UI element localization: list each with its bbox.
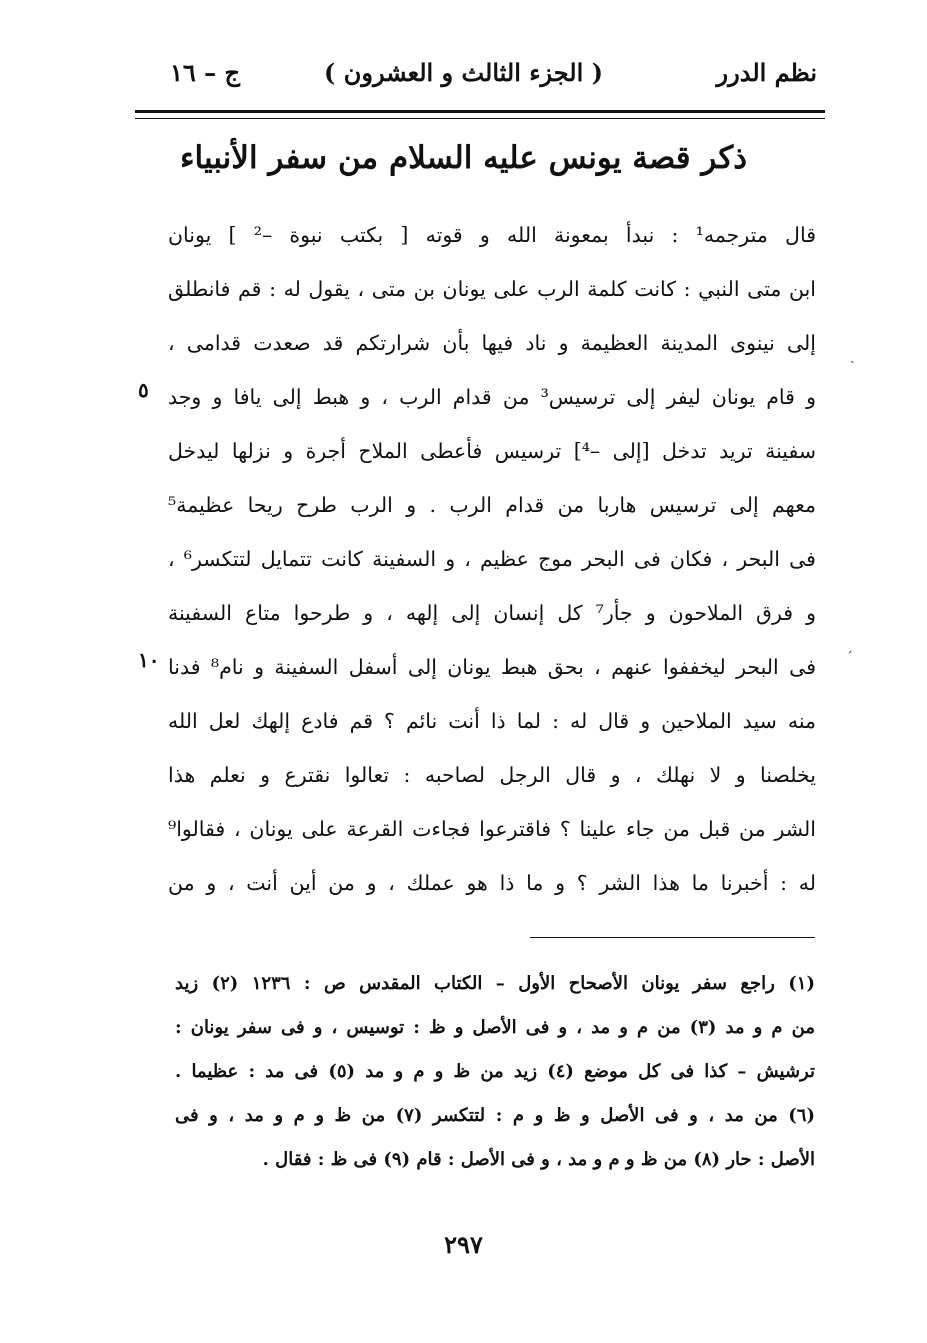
line-number-5: ٥ [138, 378, 149, 402]
running-head-volume: ج – ١٦ [170, 58, 240, 87]
text-line: منه سيد الملاحين و قال له : لما ذا أنت نائم ؟ قم فادع إلهك لعل الله [168, 709, 816, 733]
header-rule-thin [135, 118, 825, 119]
line-number-10: ١٠ [138, 648, 160, 672]
running-head-book: نظم الدرر [716, 58, 817, 87]
section-title: ذكر قصة يونس عليه السلام من سفر الأنبياء [179, 140, 748, 176]
footnote-line: (١) راجع سفر يونان الأصحاح الأول – الكتاب المقدس ص : ١٢٣٦ (٢) زيد [175, 973, 815, 994]
text-line: قال مترجمه¹ : نبدأ بمعونة الله و قوته [ بكتب نبوة –² ] يونان [168, 223, 816, 247]
header-rule-thick [135, 110, 825, 113]
page-number: ٢٩٧ [444, 1230, 483, 1259]
text-line: معهم إلى ترسيس هاربا من قدام الرب . و الرب طرح ريحا عظيمة⁵ [168, 493, 816, 517]
footnotes [175, 962, 815, 1182]
footnote-line: (٦) من مد ، و فى الأصل و ظ و م : لتتكسر (٧) من ظ و م و مد ، و فى [175, 1105, 815, 1126]
text-line: إلى نينوى المدينة العظيمة و ناد فيها بأن شرارتكم قد صعدت قدامى ، [168, 331, 816, 355]
text-line: سفينة تريد تدخل [إلى –⁴] ترسيس فأعطى الملاح أجرة و نزلها ليدخل [168, 439, 816, 463]
margin-mark: ˊ [846, 650, 853, 666]
footnote-line: الأصل : حار (٨) من ظ و م و مد ، و فى الأصل : قام (٩) فى ظ : فقال . [262, 1149, 815, 1170]
footnote-line: من م و مد (٣) من م و مد ، و فى الأصل و ظ : توسيس ، و فى سفر يونان : [175, 1017, 815, 1038]
text-line: فى البحر ليخففوا عنهم ، بحق هبط يونان إلى أسفل السفينة و نام⁸ فدنا [168, 655, 816, 679]
text-line: فى البحر ، فكان فى البحر موج عظيم ، و السفينة كانت تتمايل لتتكسر⁶ ، [168, 547, 816, 571]
text-line: ابن متى النبي : كانت كلمة الرب على يونان بن متى ، يقول له : قم فانطلق [168, 277, 816, 301]
footnote-separator [530, 937, 815, 938]
text-line: يخلصنا و لا نهلك ، و قال الرجل لصاحبه : تعالوا نقترع و نعلم هذا [168, 763, 816, 787]
footnote-line: ترشيش – كذا فى كل موضع (٤) زيد من ظ و م و مد (٥) فى مد : عظيما . [175, 1061, 815, 1082]
text-line: و فرق الملاحون و جأر⁷ كل إنسان إلى إلهه ، و طرحوا متاع السفينة [168, 601, 816, 625]
main-text [168, 208, 816, 910]
text-line: له : أخبرنا ما هذا الشر ؟ و ما ذا هو عملك ، و من أين أنت ، و من [168, 871, 816, 895]
text-line: الشر من قبل من جاء علينا ؟ فاقترعوا فجاءت القرعة على يونان ، فقالوا⁹ [168, 817, 816, 841]
margin-mark: ˏ [850, 348, 855, 364]
running-head-part: ( الجزء الثالث و العشرون ) [324, 58, 603, 87]
text-line: و قام يونان ليفر إلى ترسيس³ من قدام الرب ، و هبط إلى يافا و وجد [168, 385, 816, 409]
